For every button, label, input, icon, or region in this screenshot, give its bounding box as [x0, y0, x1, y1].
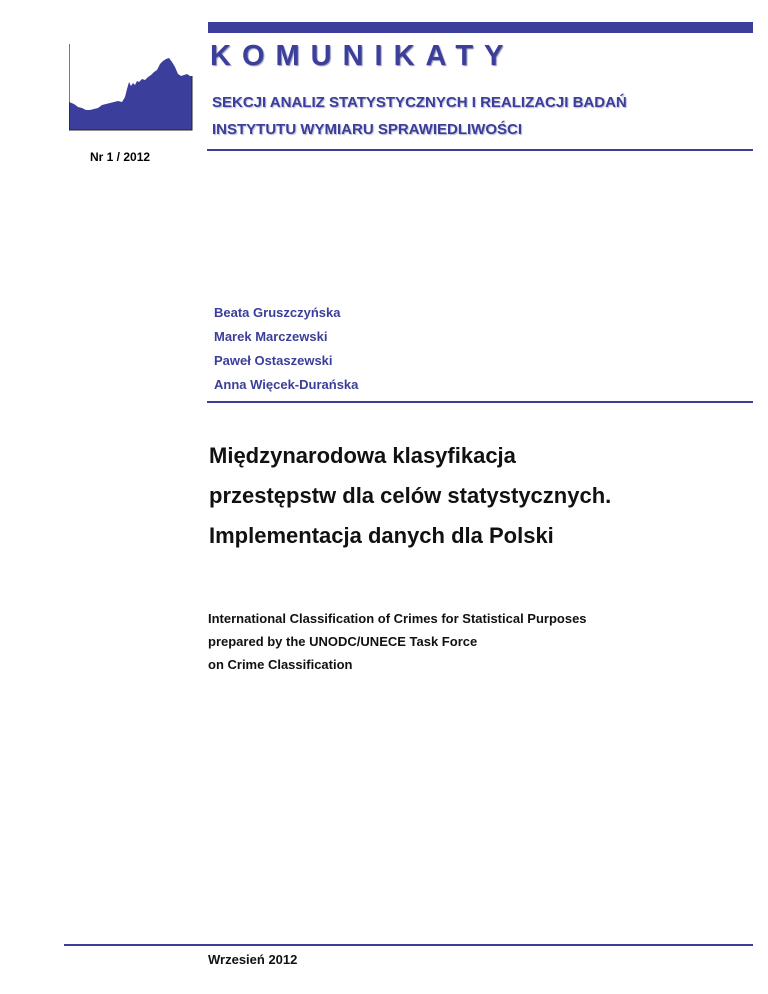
issue-number: Nr 1 / 2012	[90, 150, 151, 164]
header-divider	[207, 149, 753, 151]
masthead-subtitle-line2: INSTYTUTU WYMIARU SPRAWIEDLIWOŚCI	[212, 121, 522, 138]
document-title-line2: przestępstw dla celów statystycznych.	[209, 483, 612, 508]
document-title-line3: Implementacja danych dla Polski	[209, 523, 554, 548]
authors-divider	[207, 401, 753, 403]
author-name: Paweł Ostaszewski	[214, 353, 333, 368]
footer-divider	[64, 944, 753, 946]
masthead-title: KOMUNIKATY	[210, 40, 515, 72]
english-subtitle-line2: prepared by the UNODC/UNECE Task Force	[208, 634, 478, 649]
author-name: Marek Marczewski	[214, 329, 328, 344]
english-subtitle-line1: International Classification of Crimes for Statistical Purposes	[208, 611, 587, 626]
publication-date: Wrzesień 2012	[208, 952, 298, 967]
masthead-subtitle-line1: SEKCJI ANALIZ STATYSTYCZNYCH I REALIZACJI BADAŃ	[212, 94, 627, 111]
author-name: Anna Więcek-Durańska	[214, 377, 359, 392]
english-subtitle-line3: on Crime Classification	[208, 657, 353, 672]
author-name: Beata Gruszczyńska	[214, 305, 341, 320]
logo-chart-icon	[69, 44, 193, 131]
top-accent-bar	[208, 22, 753, 33]
document-title-line1: Międzynarodowa klasyfikacja	[209, 443, 516, 468]
